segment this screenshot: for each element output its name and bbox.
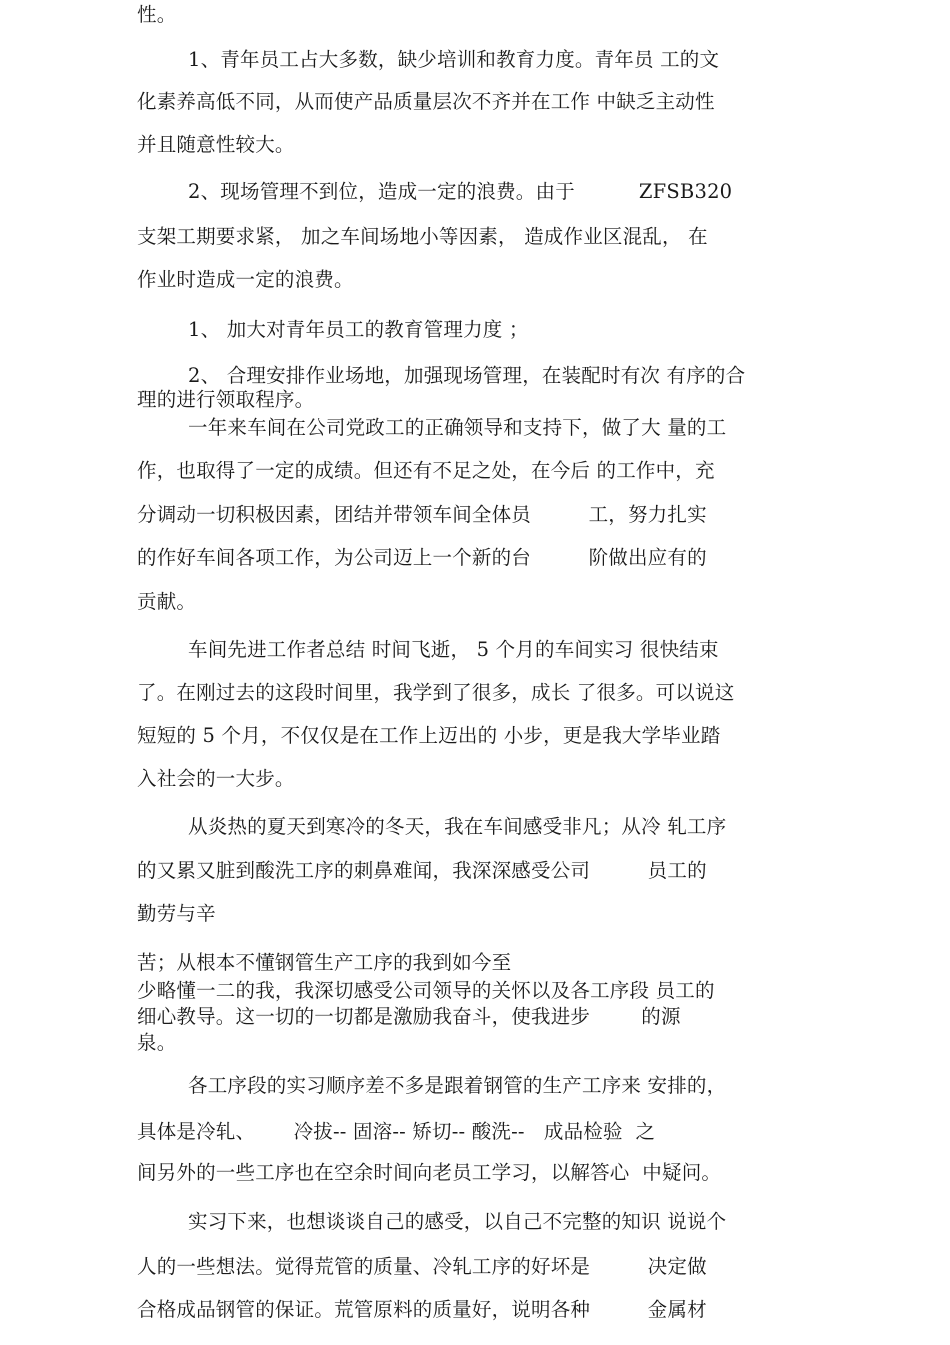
text-line: 1、 加大对青年员工的教育管理力度 ； — [188, 318, 529, 341]
text-line: 的作好车间各项工作，为公司迈上一个新的台 阶做出应有的 — [137, 546, 707, 569]
text-line: 的又累又脏到酸洗工序的刺鼻难闻，我深深感受公司 员工的 — [137, 859, 707, 882]
text-line: 从炎热的夏天到寒冷的冬天，我在车间感受非凡；从冷 轧工序 — [188, 815, 727, 838]
text-line: 短短的 5 个月，不仅仅是在工作上迈出的 小步，更是我大学毕业踏 — [137, 724, 721, 747]
text-line: 化素养高低不同，从而使产品质量层次不齐并在工作 中缺乏主动性 — [137, 90, 715, 113]
text-line: 性。 — [137, 3, 177, 26]
text-line: 实习下来，也想谈谈自己的感受，以自己不完整的知识 说说个 — [188, 1210, 727, 1233]
text-line: 分调动一切积极因素，团结并带领车间全体员 工，努力扎实 — [137, 503, 707, 526]
text-line: 泉。 — [137, 1031, 177, 1054]
text-line: 了。在刚过去的这段时间里，我学到了很多，成长 了很多。可以说这 — [137, 681, 735, 704]
text-line: 少略懂一二的我，我深切感受公司领导的关怀以及各工序段 员工的 — [137, 979, 715, 1002]
text-line: 支架工期要求紧， 加之车间场地小等因素， 造成作业区混乱， 在 — [137, 225, 708, 248]
text-line: 苦；从根本不懂钢管生产工序的我到如今至 — [137, 951, 512, 974]
text-line: 各工序段的实习顺序差不多是跟着钢管的生产工序来 安排的， — [188, 1074, 727, 1097]
text-line: 作业时造成一定的浪费。 — [137, 268, 354, 291]
text-line: 车间先进工作者总结 时间飞逝， 5 个月的车间实习 很快结束 — [188, 638, 719, 661]
text-line: 并且随意性较大。 — [137, 133, 295, 156]
text-line: 具体是冷轧、 冷拔-- 固溶-- 矫切-- 酸洗-- 成品检验 之 — [137, 1120, 656, 1143]
text-line: 贡献。 — [137, 590, 197, 613]
text-line: 人的一些想法。觉得荒管的质量、冷轧工序的好坏是 决定做 — [137, 1255, 707, 1278]
text-line: 细心教导。这一切的一切都是激励我奋斗，使我进步 的源 — [137, 1005, 681, 1028]
text-line: 2、 合理安排作业场地，加强现场管理，在装配时有次 有序的合 — [188, 364, 746, 387]
text-line: 1、青年员工占大多数，缺少培训和教育力度。青年员 工的文 — [188, 48, 720, 71]
text-line: 一年来车间在公司党政工的正确领导和支持下，做了大 量的工 — [188, 416, 727, 439]
text-line: 入社会的一大步。 — [137, 767, 295, 790]
text-line: 理的进行领取程序。 — [137, 388, 315, 411]
text-line: 作，也取得了一定的成绩。但还有不足之处，在今后 的工作中，充 — [137, 459, 715, 482]
text-line: 勤劳与辛 — [137, 902, 216, 925]
text-line: 间另外的一些工序也在空余时间向老员工学习，以解答心 中疑问。 — [137, 1161, 722, 1184]
text-line: 2、现场管理不到位，造成一定的浪费。由于 ZFSB320 — [188, 180, 733, 203]
text-line: 合格成品钢管的保证。荒管原料的质量好，说明各种 金属材 — [137, 1298, 707, 1321]
